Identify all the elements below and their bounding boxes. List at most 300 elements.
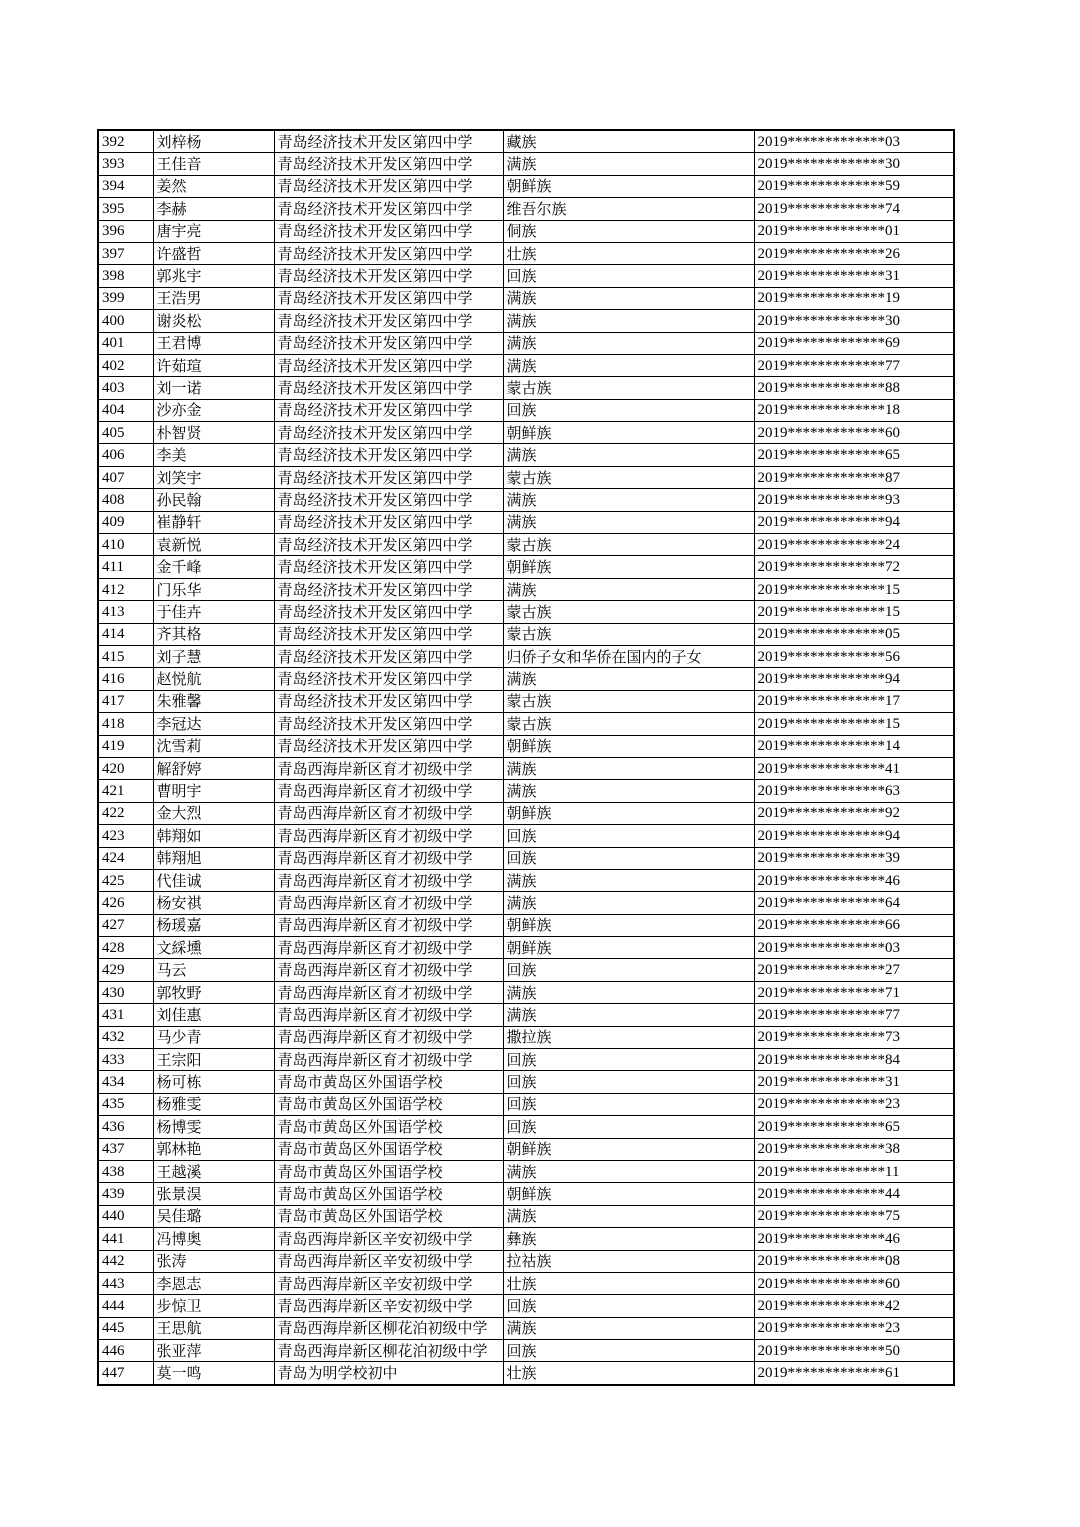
school-name-cell: 青岛经济技术开发区第四中学 — [274, 354, 503, 376]
table-row — [98, 444, 954, 466]
ethnicity-cell: 回族 — [503, 959, 754, 981]
registration-id-cell: 2019*************64 — [754, 892, 954, 914]
student-name-cell: 唐宇亮 — [153, 220, 274, 242]
registration-id-cell: 2019*************56 — [754, 645, 954, 667]
student-name-cell: 张亚萍 — [153, 1340, 274, 1362]
row-number-cell: 400 — [98, 310, 153, 332]
school-name-cell: 青岛经济技术开发区第四中学 — [274, 511, 503, 533]
registration-id-cell: 2019*************19 — [754, 287, 954, 309]
ethnicity-cell: 满族 — [503, 1004, 754, 1026]
school-name-cell: 青岛经济技术开发区第四中学 — [274, 534, 503, 556]
school-name-cell: 青岛西海岸新区柳花泊初级中学 — [274, 1317, 503, 1339]
table-row — [98, 489, 954, 511]
school-name-cell: 青岛西海岸新区育才初级中学 — [274, 937, 503, 959]
row-number-cell: 435 — [98, 1093, 153, 1115]
registration-id-cell: 2019*************18 — [754, 399, 954, 421]
registration-id-cell: 2019*************69 — [754, 332, 954, 354]
row-number-cell: 422 — [98, 802, 153, 824]
registration-id-cell: 2019*************94 — [754, 825, 954, 847]
row-number-cell: 445 — [98, 1317, 153, 1339]
student-name-cell: 杨博雯 — [153, 1116, 274, 1138]
ethnicity-cell: 蒙古族 — [503, 623, 754, 645]
school-name-cell: 青岛经济技术开发区第四中学 — [274, 310, 503, 332]
table-row — [98, 130, 954, 153]
row-number-cell: 418 — [98, 713, 153, 735]
school-name-cell: 青岛经济技术开发区第四中学 — [274, 242, 503, 264]
student-name-cell: 马少青 — [153, 1026, 274, 1048]
ethnicity-cell: 朝鲜族 — [503, 556, 754, 578]
school-name-cell: 青岛经济技术开发区第四中学 — [274, 130, 503, 153]
ethnicity-cell: 满族 — [503, 869, 754, 891]
school-name-cell: 青岛西海岸新区育才初级中学 — [274, 780, 503, 802]
school-name-cell: 青岛市黄岛区外国语学校 — [274, 1116, 503, 1138]
ethnicity-cell: 朝鲜族 — [503, 422, 754, 444]
ethnicity-cell: 蒙古族 — [503, 377, 754, 399]
school-name-cell: 青岛西海岸新区柳花泊初级中学 — [274, 1340, 503, 1362]
table-row — [98, 981, 954, 1003]
school-name-cell: 青岛经济技术开发区第四中学 — [274, 645, 503, 667]
student-name-cell: 郭林艳 — [153, 1138, 274, 1160]
student-name-cell: 于佳卉 — [153, 601, 274, 623]
row-number-cell: 394 — [98, 175, 153, 197]
table-row — [98, 645, 954, 667]
registration-id-cell: 2019*************03 — [754, 130, 954, 153]
table-row — [98, 780, 954, 802]
row-number-cell: 412 — [98, 578, 153, 600]
school-name-cell: 青岛为明学校初中 — [274, 1362, 503, 1385]
table-row — [98, 959, 954, 981]
table-row — [98, 1228, 954, 1250]
row-number-cell: 443 — [98, 1272, 153, 1294]
student-name-cell: 韩翔旭 — [153, 847, 274, 869]
table-row — [98, 287, 954, 309]
ethnicity-cell: 回族 — [503, 399, 754, 421]
school-name-cell: 青岛西海岸新区辛安初级中学 — [274, 1250, 503, 1272]
student-name-cell: 王君博 — [153, 332, 274, 354]
school-name-cell: 青岛西海岸新区育才初级中学 — [274, 959, 503, 981]
student-name-cell: 杨雅雯 — [153, 1093, 274, 1115]
registration-id-cell: 2019*************73 — [754, 1026, 954, 1048]
row-number-cell: 407 — [98, 466, 153, 488]
table-row — [98, 1049, 954, 1071]
registration-id-cell: 2019*************46 — [754, 869, 954, 891]
registration-id-cell: 2019*************65 — [754, 444, 954, 466]
registration-id-cell: 2019*************77 — [754, 1004, 954, 1026]
student-name-cell: 李冠达 — [153, 713, 274, 735]
row-number-cell: 413 — [98, 601, 153, 623]
school-name-cell: 青岛经济技术开发区第四中学 — [274, 377, 503, 399]
school-name-cell: 青岛西海岸新区育才初级中学 — [274, 1004, 503, 1026]
school-name-cell: 青岛市黄岛区外国语学校 — [274, 1205, 503, 1227]
row-number-cell: 403 — [98, 377, 153, 399]
school-name-cell: 青岛经济技术开发区第四中学 — [274, 175, 503, 197]
row-number-cell: 432 — [98, 1026, 153, 1048]
registration-id-cell: 2019*************27 — [754, 959, 954, 981]
row-number-cell: 397 — [98, 242, 153, 264]
table-row — [98, 1205, 954, 1227]
row-number-cell: 408 — [98, 489, 153, 511]
table-row — [98, 556, 954, 578]
school-name-cell: 青岛经济技术开发区第四中学 — [274, 287, 503, 309]
student-name-cell: 刘梓杨 — [153, 130, 274, 153]
row-number-cell: 396 — [98, 220, 153, 242]
ethnicity-cell: 回族 — [503, 1116, 754, 1138]
ethnicity-cell: 壮族 — [503, 1362, 754, 1385]
ethnicity-cell: 回族 — [503, 265, 754, 287]
ethnicity-cell: 满族 — [503, 444, 754, 466]
ethnicity-cell: 回族 — [503, 1093, 754, 1115]
table-row — [98, 914, 954, 936]
school-name-cell: 青岛经济技术开发区第四中学 — [274, 623, 503, 645]
ethnicity-cell: 回族 — [503, 847, 754, 869]
registration-id-cell: 2019*************74 — [754, 198, 954, 220]
ethnicity-cell: 满族 — [503, 981, 754, 1003]
table-row — [98, 1362, 954, 1385]
table-row — [98, 937, 954, 959]
registration-id-cell: 2019*************66 — [754, 914, 954, 936]
school-name-cell: 青岛经济技术开发区第四中学 — [274, 690, 503, 712]
registration-id-cell: 2019*************39 — [754, 847, 954, 869]
student-name-cell: 沈雪莉 — [153, 735, 274, 757]
registration-id-cell: 2019*************15 — [754, 578, 954, 600]
student-name-cell: 刘佳惠 — [153, 1004, 274, 1026]
student-name-cell: 李赫 — [153, 198, 274, 220]
student-name-cell: 齐其格 — [153, 623, 274, 645]
registration-id-cell: 2019*************17 — [754, 690, 954, 712]
roster-body — [98, 130, 954, 1385]
row-number-cell: 406 — [98, 444, 153, 466]
table-row — [98, 198, 954, 220]
table-row — [98, 354, 954, 376]
row-number-cell: 431 — [98, 1004, 153, 1026]
registration-id-cell: 2019*************15 — [754, 713, 954, 735]
ethnicity-cell: 蒙古族 — [503, 601, 754, 623]
student-name-cell: 许茹瑄 — [153, 354, 274, 376]
row-number-cell: 442 — [98, 1250, 153, 1272]
ethnicity-cell: 壮族 — [503, 1272, 754, 1294]
school-name-cell: 青岛经济技术开发区第四中学 — [274, 668, 503, 690]
row-number-cell: 393 — [98, 153, 153, 175]
school-name-cell: 青岛市黄岛区外国语学校 — [274, 1183, 503, 1205]
table-row — [98, 1093, 954, 1115]
row-number-cell: 427 — [98, 914, 153, 936]
school-name-cell: 青岛经济技术开发区第四中学 — [274, 422, 503, 444]
school-name-cell: 青岛经济技术开发区第四中学 — [274, 153, 503, 175]
student-name-cell: 朱雅馨 — [153, 690, 274, 712]
ethnicity-cell: 满族 — [503, 1205, 754, 1227]
registration-id-cell: 2019*************14 — [754, 735, 954, 757]
registration-id-cell: 2019*************03 — [754, 937, 954, 959]
table-row — [98, 1295, 954, 1317]
registration-id-cell: 2019*************30 — [754, 153, 954, 175]
table-row — [98, 1183, 954, 1205]
student-name-cell: 杨可栋 — [153, 1071, 274, 1093]
row-number-cell: 409 — [98, 511, 153, 533]
school-name-cell: 青岛西海岸新区育才初级中学 — [274, 1049, 503, 1071]
registration-id-cell: 2019*************88 — [754, 377, 954, 399]
registration-id-cell: 2019*************30 — [754, 310, 954, 332]
row-number-cell: 414 — [98, 623, 153, 645]
table-row — [98, 601, 954, 623]
table-row — [98, 332, 954, 354]
table-row — [98, 175, 954, 197]
ethnicity-cell: 满族 — [503, 511, 754, 533]
ethnicity-cell: 满族 — [503, 757, 754, 779]
student-roster-table — [97, 129, 955, 1386]
table-row — [98, 1138, 954, 1160]
student-name-cell: 崔静轩 — [153, 511, 274, 533]
ethnicity-cell: 朝鲜族 — [503, 735, 754, 757]
school-name-cell: 青岛西海岸新区育才初级中学 — [274, 1026, 503, 1048]
student-name-cell: 杨安祺 — [153, 892, 274, 914]
row-number-cell: 439 — [98, 1183, 153, 1205]
table-row — [98, 690, 954, 712]
table-row — [98, 1272, 954, 1294]
registration-id-cell: 2019*************31 — [754, 1071, 954, 1093]
ethnicity-cell: 回族 — [503, 1071, 754, 1093]
school-name-cell: 青岛西海岸新区育才初级中学 — [274, 892, 503, 914]
table-row — [98, 265, 954, 287]
school-name-cell: 青岛经济技术开发区第四中学 — [274, 713, 503, 735]
row-number-cell: 401 — [98, 332, 153, 354]
row-number-cell: 417 — [98, 690, 153, 712]
school-name-cell: 青岛经济技术开发区第四中学 — [274, 466, 503, 488]
school-name-cell: 青岛经济技术开发区第四中学 — [274, 198, 503, 220]
row-number-cell: 423 — [98, 825, 153, 847]
row-number-cell: 420 — [98, 757, 153, 779]
school-name-cell: 青岛市黄岛区外国语学校 — [274, 1071, 503, 1093]
row-number-cell: 419 — [98, 735, 153, 757]
table-row — [98, 1340, 954, 1362]
ethnicity-cell: 彝族 — [503, 1228, 754, 1250]
table-row — [98, 713, 954, 735]
ethnicity-cell: 满族 — [503, 287, 754, 309]
school-name-cell: 青岛市黄岛区外国语学校 — [274, 1093, 503, 1115]
ethnicity-cell: 朝鲜族 — [503, 802, 754, 824]
table-row — [98, 399, 954, 421]
student-name-cell: 步惊卫 — [153, 1295, 274, 1317]
registration-id-cell: 2019*************94 — [754, 511, 954, 533]
table-row — [98, 220, 954, 242]
student-name-cell: 姜然 — [153, 175, 274, 197]
ethnicity-cell: 满族 — [503, 489, 754, 511]
table-row — [98, 1116, 954, 1138]
registration-id-cell: 2019*************08 — [754, 1250, 954, 1272]
ethnicity-cell: 朝鲜族 — [503, 914, 754, 936]
school-name-cell: 青岛西海岸新区育才初级中学 — [274, 847, 503, 869]
student-name-cell: 金千峰 — [153, 556, 274, 578]
ethnicity-cell: 满族 — [503, 332, 754, 354]
row-number-cell: 398 — [98, 265, 153, 287]
ethnicity-cell: 归侨子女和华侨在国内的子女 — [503, 645, 754, 667]
ethnicity-cell: 满族 — [503, 892, 754, 914]
school-name-cell: 青岛经济技术开发区第四中学 — [274, 399, 503, 421]
student-name-cell: 冯博奥 — [153, 1228, 274, 1250]
registration-id-cell: 2019*************05 — [754, 623, 954, 645]
ethnicity-cell: 满族 — [503, 354, 754, 376]
student-name-cell: 王越溪 — [153, 1160, 274, 1182]
student-name-cell: 王思航 — [153, 1317, 274, 1339]
registration-id-cell: 2019*************63 — [754, 780, 954, 802]
student-name-cell: 孙民翰 — [153, 489, 274, 511]
student-name-cell: 沙亦金 — [153, 399, 274, 421]
table-row — [98, 511, 954, 533]
school-name-cell: 青岛西海岸新区育才初级中学 — [274, 825, 503, 847]
school-name-cell: 青岛经济技术开发区第四中学 — [274, 735, 503, 757]
registration-id-cell: 2019*************24 — [754, 534, 954, 556]
ethnicity-cell: 蒙古族 — [503, 466, 754, 488]
registration-id-cell: 2019*************92 — [754, 802, 954, 824]
student-name-cell: 刘子慧 — [153, 645, 274, 667]
table-row — [98, 1160, 954, 1182]
table-row — [98, 534, 954, 556]
registration-id-cell: 2019*************44 — [754, 1183, 954, 1205]
school-name-cell: 青岛经济技术开发区第四中学 — [274, 578, 503, 600]
student-name-cell: 马云 — [153, 959, 274, 981]
ethnicity-cell: 满族 — [503, 578, 754, 600]
ethnicity-cell: 朝鲜族 — [503, 937, 754, 959]
school-name-cell: 青岛经济技术开发区第四中学 — [274, 265, 503, 287]
row-number-cell: 402 — [98, 354, 153, 376]
student-name-cell: 文綵壎 — [153, 937, 274, 959]
ethnicity-cell: 蒙古族 — [503, 534, 754, 556]
table-row — [98, 1026, 954, 1048]
ethnicity-cell: 朝鲜族 — [503, 175, 754, 197]
school-name-cell: 青岛西海岸新区辛安初级中学 — [274, 1295, 503, 1317]
table-row — [98, 310, 954, 332]
student-name-cell: 袁新悦 — [153, 534, 274, 556]
table-row — [98, 735, 954, 757]
ethnicity-cell: 蒙古族 — [503, 713, 754, 735]
row-number-cell: 426 — [98, 892, 153, 914]
school-name-cell: 青岛西海岸新区辛安初级中学 — [274, 1228, 503, 1250]
row-number-cell: 399 — [98, 287, 153, 309]
table-row — [98, 1071, 954, 1093]
row-number-cell: 411 — [98, 556, 153, 578]
student-name-cell: 解舒婷 — [153, 757, 274, 779]
row-number-cell: 433 — [98, 1049, 153, 1071]
registration-id-cell: 2019*************59 — [754, 175, 954, 197]
school-name-cell: 青岛经济技术开发区第四中学 — [274, 601, 503, 623]
registration-id-cell: 2019*************94 — [754, 668, 954, 690]
school-name-cell: 青岛经济技术开发区第四中学 — [274, 489, 503, 511]
school-name-cell: 青岛西海岸新区育才初级中学 — [274, 757, 503, 779]
ethnicity-cell: 拉祜族 — [503, 1250, 754, 1272]
registration-id-cell: 2019*************61 — [754, 1362, 954, 1385]
ethnicity-cell: 壮族 — [503, 242, 754, 264]
student-name-cell: 许盛哲 — [153, 242, 274, 264]
student-name-cell: 代佳诚 — [153, 869, 274, 891]
student-name-cell: 金大烈 — [153, 802, 274, 824]
student-name-cell: 郭兆宇 — [153, 265, 274, 287]
table-row — [98, 757, 954, 779]
registration-id-cell: 2019*************60 — [754, 422, 954, 444]
row-number-cell: 416 — [98, 668, 153, 690]
ethnicity-cell: 藏族 — [503, 130, 754, 153]
table-row — [98, 1250, 954, 1272]
ethnicity-cell: 满族 — [503, 310, 754, 332]
table-row — [98, 377, 954, 399]
student-name-cell: 张景淏 — [153, 1183, 274, 1205]
row-number-cell: 440 — [98, 1205, 153, 1227]
student-name-cell: 王浩男 — [153, 287, 274, 309]
ethnicity-cell: 朝鲜族 — [503, 1138, 754, 1160]
registration-id-cell: 2019*************50 — [754, 1340, 954, 1362]
registration-id-cell: 2019*************71 — [754, 981, 954, 1003]
table-row — [98, 869, 954, 891]
table-row — [98, 825, 954, 847]
row-number-cell: 428 — [98, 937, 153, 959]
ethnicity-cell: 满族 — [503, 780, 754, 802]
table-row — [98, 153, 954, 175]
ethnicity-cell: 回族 — [503, 825, 754, 847]
ethnicity-cell: 朝鲜族 — [503, 1183, 754, 1205]
row-number-cell: 444 — [98, 1295, 153, 1317]
registration-id-cell: 2019*************01 — [754, 220, 954, 242]
table-row — [98, 668, 954, 690]
row-number-cell: 395 — [98, 198, 153, 220]
school-name-cell: 青岛经济技术开发区第四中学 — [274, 444, 503, 466]
ethnicity-cell: 满族 — [503, 1160, 754, 1182]
school-name-cell: 青岛经济技术开发区第四中学 — [274, 332, 503, 354]
ethnicity-cell: 蒙古族 — [503, 690, 754, 712]
row-number-cell: 430 — [98, 981, 153, 1003]
row-number-cell: 424 — [98, 847, 153, 869]
row-number-cell: 405 — [98, 422, 153, 444]
student-name-cell: 朴智贤 — [153, 422, 274, 444]
student-name-cell: 韩翔如 — [153, 825, 274, 847]
row-number-cell: 446 — [98, 1340, 153, 1362]
school-name-cell: 青岛西海岸新区育才初级中学 — [274, 981, 503, 1003]
table-row — [98, 847, 954, 869]
table-row — [98, 422, 954, 444]
student-name-cell: 刘一诺 — [153, 377, 274, 399]
ethnicity-cell: 维吾尔族 — [503, 198, 754, 220]
registration-id-cell: 2019*************65 — [754, 1116, 954, 1138]
table-row — [98, 1317, 954, 1339]
student-name-cell: 王佳音 — [153, 153, 274, 175]
table-row — [98, 892, 954, 914]
table-row — [98, 242, 954, 264]
row-number-cell: 438 — [98, 1160, 153, 1182]
registration-id-cell: 2019*************87 — [754, 466, 954, 488]
row-number-cell: 421 — [98, 780, 153, 802]
student-name-cell: 曹明宇 — [153, 780, 274, 802]
table-row — [98, 1004, 954, 1026]
row-number-cell: 429 — [98, 959, 153, 981]
registration-id-cell: 2019*************42 — [754, 1295, 954, 1317]
registration-id-cell: 2019*************15 — [754, 601, 954, 623]
school-name-cell: 青岛经济技术开发区第四中学 — [274, 556, 503, 578]
row-number-cell: 425 — [98, 869, 153, 891]
row-number-cell: 434 — [98, 1071, 153, 1093]
registration-id-cell: 2019*************93 — [754, 489, 954, 511]
table-row — [98, 578, 954, 600]
row-number-cell: 436 — [98, 1116, 153, 1138]
table-row — [98, 623, 954, 645]
row-number-cell: 437 — [98, 1138, 153, 1160]
ethnicity-cell: 回族 — [503, 1340, 754, 1362]
ethnicity-cell: 撒拉族 — [503, 1026, 754, 1048]
student-name-cell: 李恩志 — [153, 1272, 274, 1294]
student-name-cell: 赵悦航 — [153, 668, 274, 690]
school-name-cell: 青岛市黄岛区外国语学校 — [274, 1160, 503, 1182]
ethnicity-cell: 侗族 — [503, 220, 754, 242]
registration-id-cell: 2019*************23 — [754, 1093, 954, 1115]
school-name-cell: 青岛西海岸新区辛安初级中学 — [274, 1272, 503, 1294]
student-name-cell: 门乐华 — [153, 578, 274, 600]
registration-id-cell: 2019*************46 — [754, 1228, 954, 1250]
